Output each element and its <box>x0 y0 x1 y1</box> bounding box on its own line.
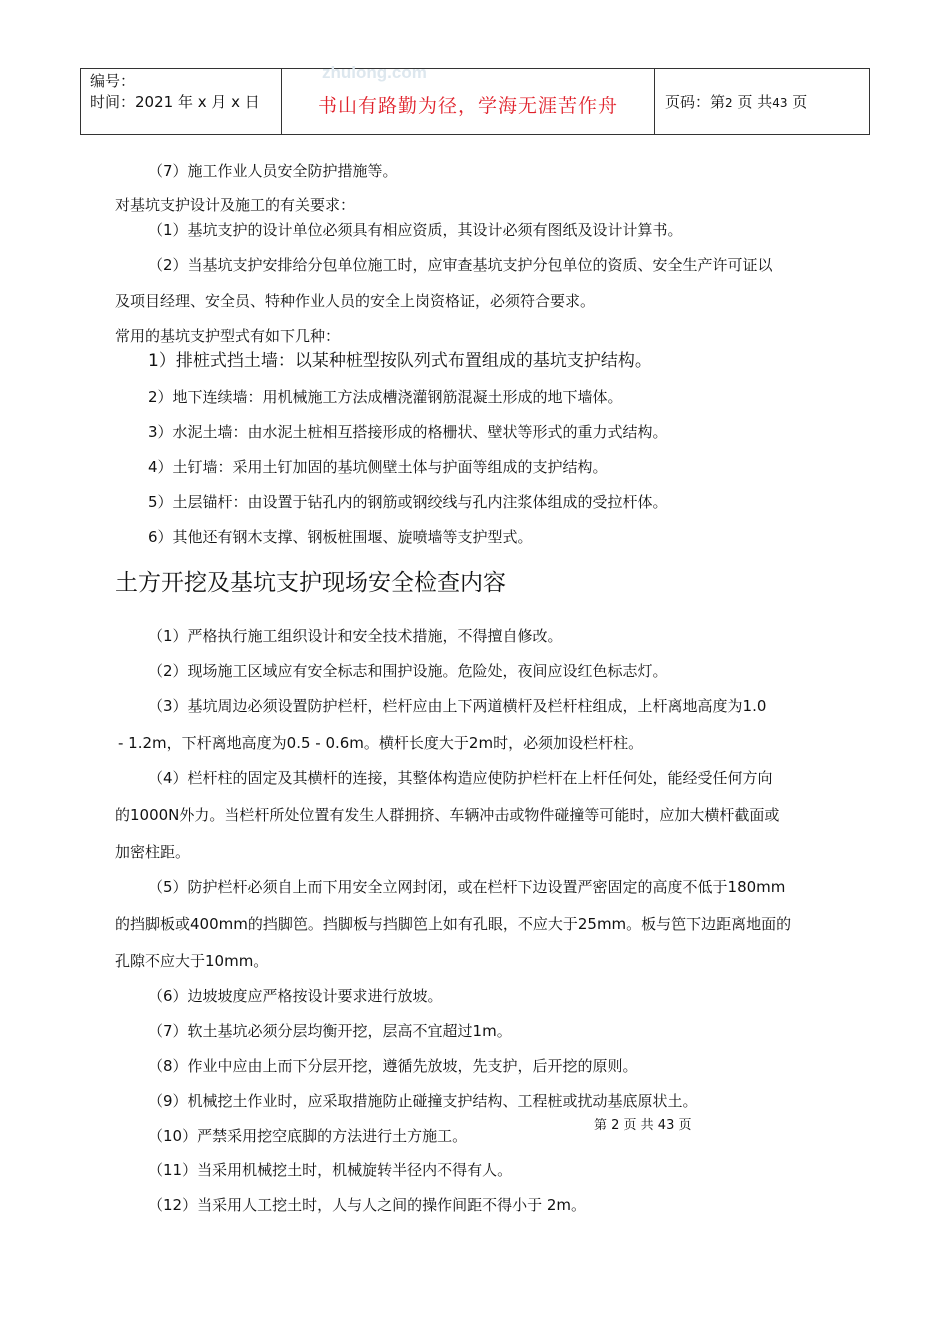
list-item: 5）土层锚杆：由设置于钻孔内的钢筋或钢绞线与孔内注浆体组成的受拉杆体。 <box>148 493 668 511</box>
page-current: 2 <box>725 96 733 110</box>
page-suffix: 页 <box>792 93 808 111</box>
list-item-continued: 孔隙不应大于10mm。 <box>115 952 269 970</box>
list-item: （7）软土基坑必须分层均衡开挖，层高不宜超过1m。 <box>148 1022 512 1040</box>
header-motto-cell <box>282 63 655 134</box>
list-item: 2）地下连续墙：用机械施工方法成槽浇灌钢筋混凝土形成的地下墙体。 <box>148 388 623 406</box>
list-item-continued: 的挡脚板或400mm的挡脚笆。挡脚板与挡脚笆上如有孔眼，不应大于25mm。板与笆下边距离地面的 <box>115 915 792 933</box>
list-item-continued: 加密柱距。 <box>115 843 191 861</box>
page-middle: 页 共 <box>737 93 773 111</box>
list-item: （6）边坡坡度应严格按设计要求进行放坡。 <box>148 987 443 1005</box>
page-total: 43 <box>772 96 788 110</box>
paragraph: （1）基坑支护的设计单位必须具有相应资质，其设计必须有图纸及设计计算书。 <box>148 221 683 239</box>
list-item: （3）基坑周边必须设置防护栏杆，栏杆应由上下两道横杆及栏杆柱组成，上杆离地高度为1.0 <box>148 697 767 715</box>
page-prefix: 页码：第 <box>665 93 726 111</box>
list-item: （12）当采用人工挖土时，人与人之间的操作间距不得小于 2m。 <box>148 1196 587 1214</box>
paragraph: 及项目经理、安全员、特种作业人员的安全上岗资格证，必须符合要求。 <box>115 292 596 310</box>
list-item: （2）现场施工区域应有安全标志和围护设施。危险处，夜间应设红色标志灯。 <box>148 662 668 680</box>
page-footer: 第 2 页 共 43 页 <box>594 1118 692 1133</box>
paragraph: 对基坑支护设计及施工的有关要求： <box>115 196 356 214</box>
header-info-cell <box>81 69 282 134</box>
list-item: 4）土钉墙：采用土钉加固的基坑侧壁土体与护面等组成的支护结构。 <box>148 458 608 476</box>
list-item: 1）排桩式挡土墙：以某种桩型按队列式布置组成的基坑支护结构。 <box>148 351 652 371</box>
list-item: （5）防护栏杆必须自上而下用安全立网封闭，或在栏杆下边设置严密固定的高度不低于180mm <box>148 878 786 896</box>
list-item: （8）作业中应由上而下分层开挖，遵循先放坡，先支护，后开挖的原则。 <box>148 1057 638 1075</box>
list-item-continued: 的1000N外力。当栏杆所处位置有发生人群拥挤、车辆冲击或物件碰撞等可能时，应加大横杆截面或 <box>115 806 780 824</box>
section-title: 土方开挖及基坑支护现场安全检查内容 <box>115 570 506 596</box>
paragraph: （7）施工作业人员安全防护措施等。 <box>148 162 398 180</box>
list-item: （4）栏杆柱的固定及其横杆的连接，其整体构造应使防护栏杆在上杆任何处，能经受任何方向 <box>148 769 773 787</box>
watermark-text: zhulong.com <box>322 63 427 82</box>
paragraph: （2）当基坑支护安排给分包单位施工时，应审查基坑支护分包单位的资质、安全生产许可证以 <box>148 256 773 274</box>
document-number-label: 编号： <box>90 72 136 90</box>
list-item: （11）当采用机械挖土时，机械旋转半径内不得有人。 <box>148 1161 513 1179</box>
header-motto: 书山有路勤为径，学海无涯苦作舟 <box>317 95 618 117</box>
header-table <box>80 63 870 135</box>
list-item: 3）水泥土墙：由水泥土桩相互搭接形成的格栅状、壁状等形式的重力式结构。 <box>148 423 668 441</box>
list-item-continued: - 1.2m，下杆离地高度为0.5 - 0.6m。横杆长度大于2m时，必须加设栏杆柱。 <box>118 734 644 752</box>
list-item: （1）严格执行施工组织设计和安全技术措施，不得擅自修改。 <box>148 627 563 645</box>
paragraph: 常用的基坑支护型式有如下几种： <box>115 327 341 345</box>
list-item: （10）严禁采用挖空底脚的方法进行土方施工。 <box>148 1127 468 1145</box>
list-item: 6）其他还有钢木支撑、钢板桩围堰、旋喷墙等支护型式。 <box>148 528 533 546</box>
header-page-cell <box>655 69 870 134</box>
list-item: （9）机械挖土作业时，应采取措施防止碰撞支护结构、工程桩或扰动基底原状土。 <box>148 1092 698 1110</box>
document-date: 时间：2021 年 x 月 x 日 <box>90 93 260 111</box>
